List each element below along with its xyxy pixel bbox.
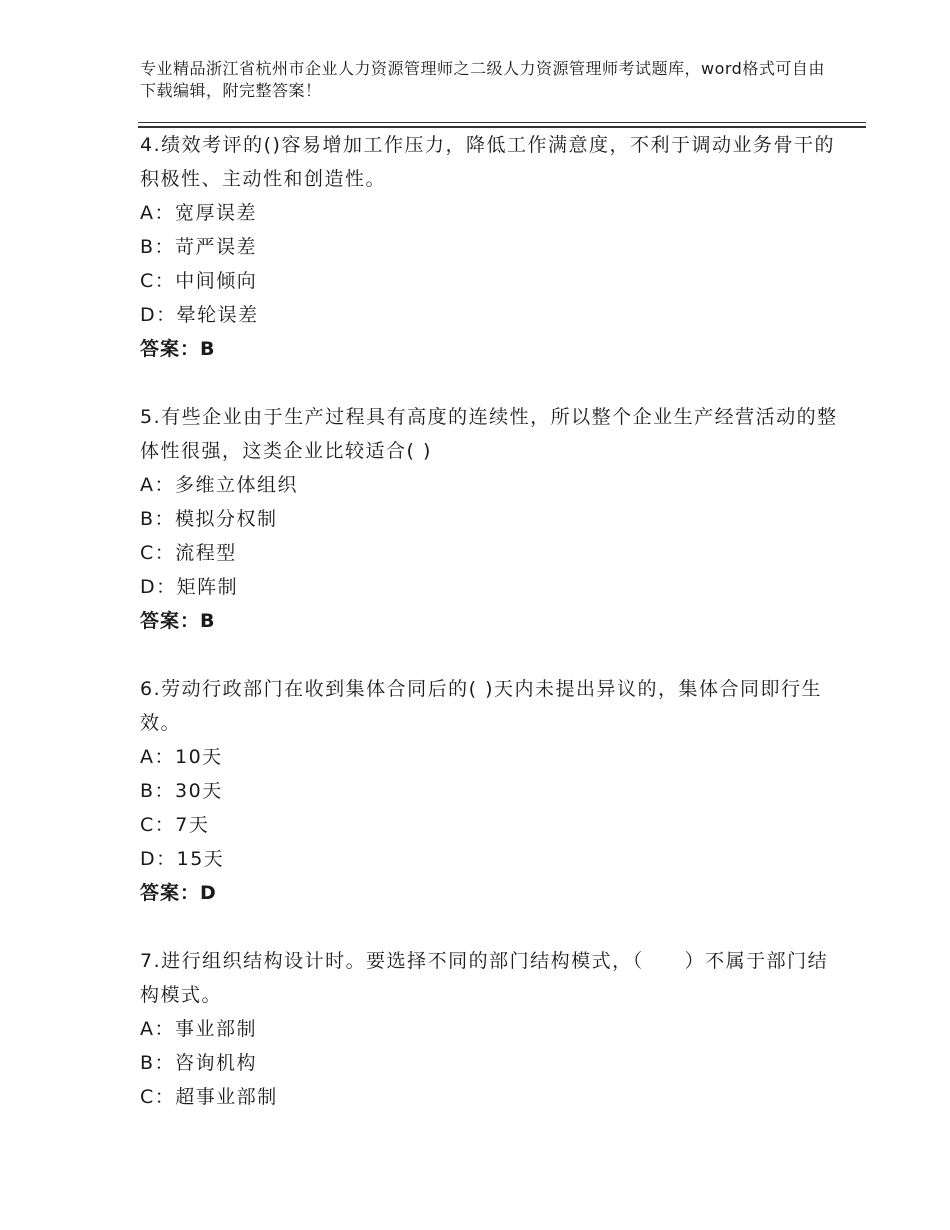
question-5 [140, 400, 840, 638]
header-title: 专业精品浙江省杭州市企业人力资源管理师之二级人力资源管理师考试题库，word格式可自由下载编辑，附完整答案！ [140, 59, 825, 100]
header-rule-thin [138, 122, 866, 123]
option-c: C：中间倾向 [140, 270, 258, 292]
option-a: A：多维立体组织 [140, 474, 298, 496]
question-7 [140, 944, 840, 1114]
question-gap [140, 910, 840, 944]
option-b: B：苛严误差 [140, 236, 258, 258]
option-d: D：晕轮误差 [140, 304, 259, 326]
option-c: C：7天 [140, 814, 210, 836]
option-a: A：宽厚误差 [140, 202, 257, 224]
question-6 [140, 672, 840, 910]
option-d: D：15天 [140, 848, 225, 870]
option-b: B：30天 [140, 780, 223, 802]
option-a: A：事业部制 [140, 1018, 257, 1040]
question-4 [140, 128, 840, 366]
answer: 答案：B [140, 338, 216, 360]
option-b: B：咨询机构 [140, 1052, 258, 1074]
question-gap [140, 366, 840, 400]
question-list [140, 128, 840, 1114]
question-stem: 7.进行组织结构设计时。要选择不同的部门结构模式，（ ）不属于部门结构模式。 [140, 950, 829, 1006]
answer: 答案：D [140, 882, 217, 904]
option-c: C：超事业部制 [140, 1086, 278, 1108]
question-stem: 4.绩效考评的()容易增加工作压力，降低工作满意度，不利于调动业务骨干的积极性、主动性和创造性。 [140, 134, 835, 190]
answer: 答案：B [140, 610, 216, 632]
question-stem: 6.劳动行政部门在收到集体合同后的( )天内未提出异议的，集体合同即行生效。 [140, 678, 822, 734]
document-header [140, 58, 840, 102]
option-d: D：矩阵制 [140, 576, 239, 598]
option-b: B：模拟分权制 [140, 508, 278, 530]
question-stem: 5.有些企业由于生产过程具有高度的连续性，所以整个企业生产经营活动的整体性很强，这类企业比较适合( ) [140, 406, 838, 462]
option-c: C：流程型 [140, 542, 237, 564]
option-a: A：10天 [140, 746, 223, 768]
question-gap [140, 638, 840, 672]
